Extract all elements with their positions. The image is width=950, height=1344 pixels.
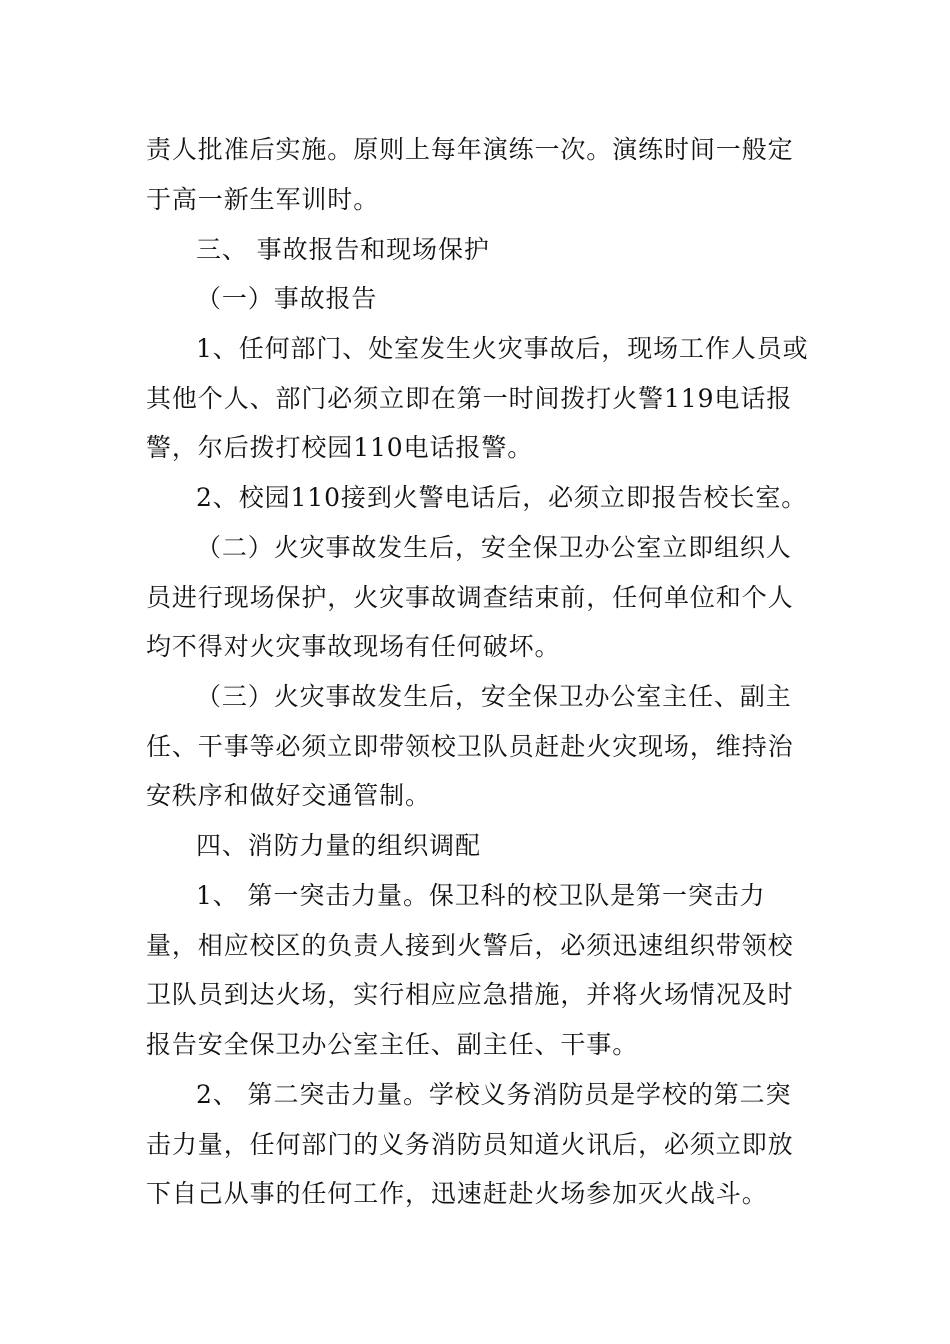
section-heading-accident-report: 三、 事故报告和现场保护 xyxy=(196,235,490,264)
subsection-heading-report: （一）事故报告 xyxy=(196,284,378,313)
paragraph-site-protection: （二）火灾事故发生后，安全保卫办公室立即组织人员进行现场保护，火灾事故调查结束前，任何单位和个人均不得对火灾事故现场有任何破坏。 xyxy=(146,533,794,662)
paragraph-fire-report-2: 2、校园110接到火警电话后，必须立即报告校长室。 xyxy=(196,483,808,512)
section-heading-fire-force: 四、消防力量的组织调配 xyxy=(196,831,481,860)
paragraph-continuation: 责人批准后实施。原则上每年演练一次。演练时间一般定于高一新生军训时。 xyxy=(146,135,794,214)
paragraph-security-office: （三）火灾事故发生后，安全保卫办公室主任、副主任、干事等必须立即带领校卫队员赶赴火灾现场，维持治安秩序和做好交通管制。 xyxy=(146,682,794,811)
paragraph-fire-report-1: 1、任何部门、处室发生火灾事故后，现场工作人员或其他个人、部门必须立即在第一时间拨打火警119电话报警，尔后拨打校园110电话报警。 xyxy=(146,334,809,463)
paragraph-second-force: 2、 第二突击力量。学校义务消防员是学校的第二突击力量，任何部门的义务消防员知道火讯后，必须立即放下自己从事的任何工作，迅速赶赴火场参加灭火战斗。 xyxy=(146,1080,794,1209)
paragraph-first-force: 1、 第一突击力量。保卫科的校卫队是第一突击力量，相应校区的负责人接到火警后，必须迅速组织带领校卫队员到达火场，实行相应应急措施，并将火场情况及时报告安全保卫办公室主任、副主任、干事。 xyxy=(146,881,794,1059)
